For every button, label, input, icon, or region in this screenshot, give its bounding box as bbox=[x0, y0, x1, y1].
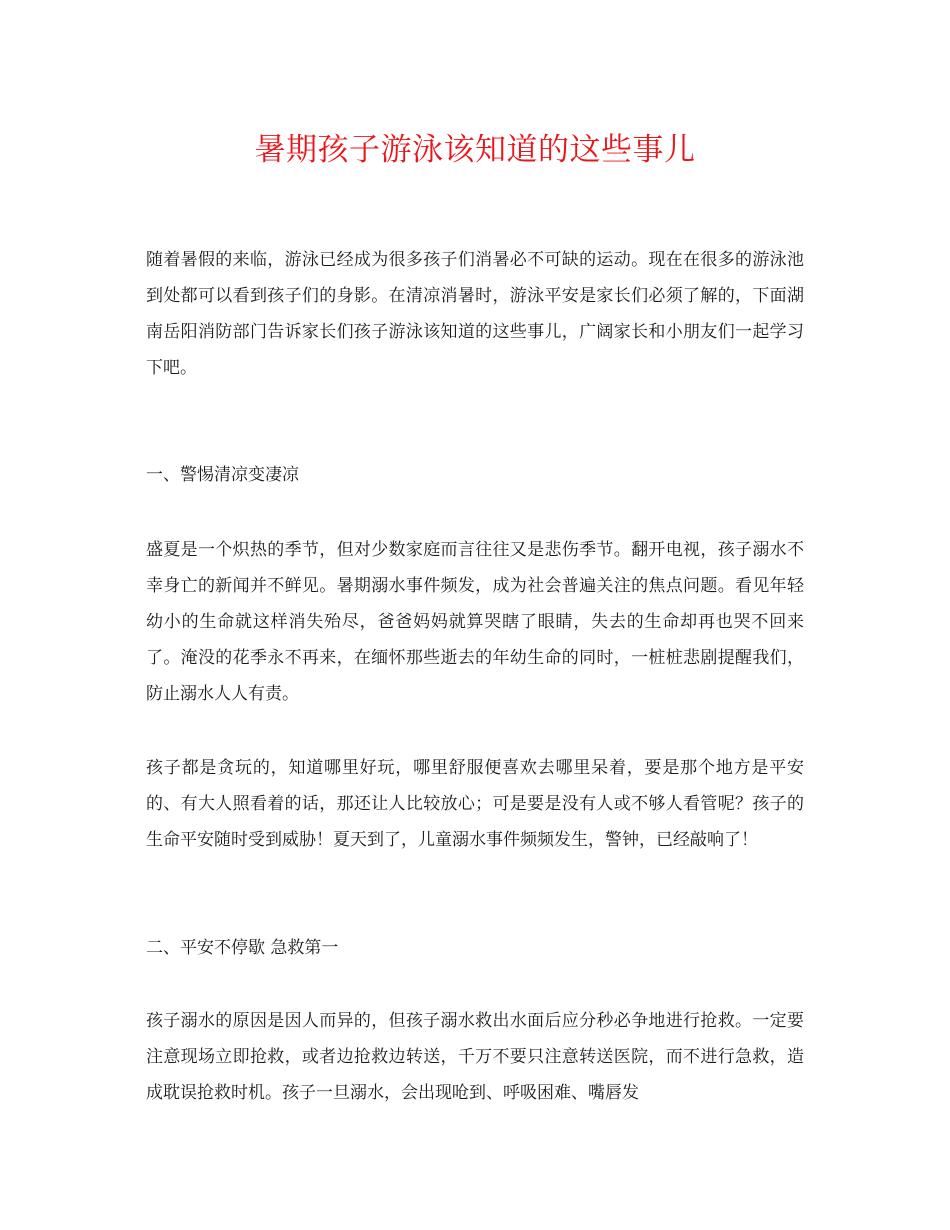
intro-paragraph: 随着暑假的来临，游泳已经成为很多孩子们消暑必不可缺的运动。现在在很多的游泳池到处都可以看到孩子们的身影。在清凉消暑时，游泳平安是家长们必须了解的，下面湖南岳阳消防部门告诉家长们孩子游泳该知道的这些事儿，广阔家长和小朋友们一起学习下吧。 bbox=[146, 250, 804, 378]
body-paragraph: 孩子溺水的原因是因人而异的，但孩子溺水救出水面后应分秒必争地进行抢救。一定要注意现场立即抢救，或者边抢救边转送，千万不要只注意转送医院，而不进行急救，造成耽误抢救时机。孩子一旦溺水，会出现呛到、呼吸困难、嘴唇发 bbox=[146, 1011, 804, 1103]
body-paragraph: 盛夏是一个炽热的季节，但对少数家庭而言往往又是悲伤季节。翻开电视，孩子溺水不幸身亡的新闻并不鲜见。暑期溺水事件频发，成为社会普遍关注的焦点问题。看见年轻幼小的生命就这样消失殆尽，爸爸妈妈就算哭瞎了眼睛，失去的生命却再也哭不回来了。淹没的花季永不再来，在缅怀那些逝去的年幼生命的同时，一桩桩悲剧提醒我们，防止溺水人人有责。 bbox=[146, 540, 804, 704]
body-paragraph: 孩子都是贪玩的，知道哪里好玩，哪里舒服便喜欢去哪里呆着，要是那个地方是平安的、有大人照看着的话，那还让人比较放心；可是要是没有人或不够人看管呢？孩子的生命平安随时受到威胁！夏天到了，儿童溺水事件频频发生，警钟，已经敲响了！ bbox=[146, 758, 804, 850]
section-heading-2: 二、平安不停歇 急救第一 bbox=[146, 938, 339, 958]
section-heading-1: 一、警惕清凉变凄凉 bbox=[146, 465, 299, 485]
document-title: 暑期孩子游泳该知道的这些事儿 bbox=[254, 132, 696, 168]
